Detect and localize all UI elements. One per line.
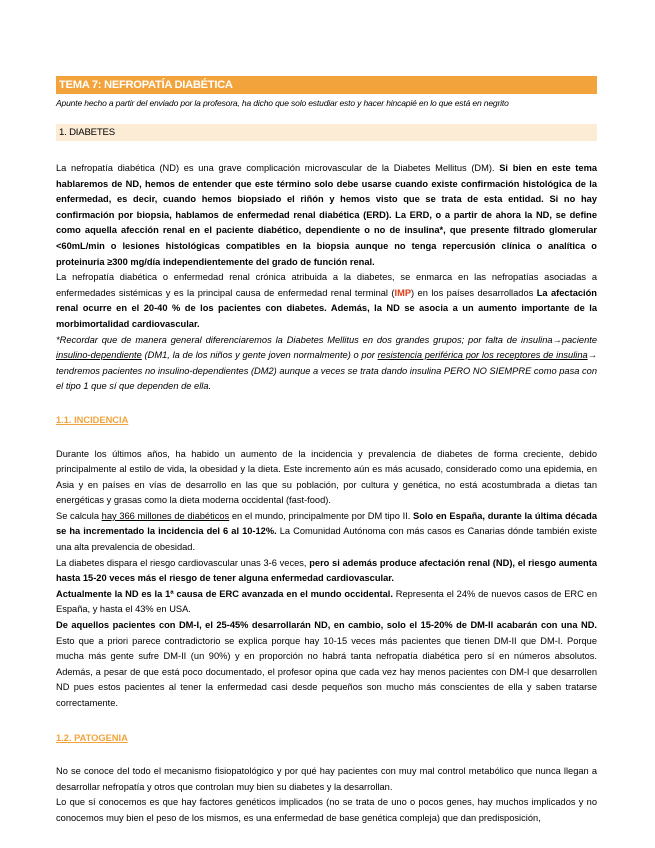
- paragraph-cv-risk: [56, 556, 597, 587]
- text-span: Esto que a priori parece contradictorio se explica porque hay 10-15 veces más pacientes que tienen DM-II que DM-I. Porque mucha más gente sufre DM-II (un 90%) y en proporción no habrá tanta nefropatía diabética pero sí en números absolutos. Además, a pesar de que está poco documentado, el profesor opina que cada vez hay menos pacientes con DM-I que desarrollen ND pues estos pacientes al tener la enfermedad casi desde pequeños son mucho más conscientes de ella y saben tratarse correctamente.: [56, 635, 597, 708]
- text-span: Representa el 24% de nuevos casos de ERC en España, y hasta el 43% en USA.: [56, 588, 597, 615]
- paragraph-erc-cause: [56, 587, 597, 618]
- text-span: La nefropatía diabética (ND) es una grave complicación microvascular de la Diabetes Mellitus (DM).: [56, 163, 500, 173]
- text-span: ) en los países desarrollados: [411, 287, 537, 298]
- bold-text: Si bien en este tema hablaremos de ND, hemos de entender que este término solo debe usarse cuando existe confirmación histológica de la enfermedad, es decir, cuando hemos biopsiado el riñón y hemos visto que se trata de esta entidad. Si no hay confirmación por biopsia, hablamos de enfermedad renal diabética (ERD). La ERD, o a partir de ahora la ND, se define como aquella afección renal en el paciente diabético, dependiente o no de insulina*, que presente filtrado glomerular <60mL/min o lesiones histológicas compatibles en la biopsia aunque no tenga repercusión clínica o analítica o proteinuria ≥300 mg/día independientemente del grado de función renal.: [56, 163, 598, 267]
- paragraph-pathogenesis-unknown: No se conoce del todo el mecanismo fisiopatológico y por qué hay pacientes con muy mal control metabólico que nunca llegan a desarrollar nefropatía y otros que controlan muy bien su diabetes y la desarrollan.: [56, 766, 597, 792]
- text-span: *Recordar que de manera general diferenciaremos la Diabetes Mellitus en dos grandes grupos; por falta de insulina→paciente: [56, 334, 597, 345]
- bold-text: pero si además produce afectación renal (ND), el riesgo aumenta hasta 15-20 veces más el riesgo de tener alguna enfermedad cardiovascular.: [56, 557, 597, 584]
- bold-text: De aquellos pacientes con DM-I, el 25-45% desarrollarán ND, en cambio, solo el 15-20% de DM-II acabarán con una ND.: [56, 620, 597, 631]
- text-span: en el mundo, principalmente por DM tipo II.: [229, 510, 414, 521]
- text-span: → tendremos pacientes no insulino-dependientes (DM2) aunque a veces se trata dando insulina PERO NO SIEMPRE como pasa con el tipo 1 que sí que dependen de ella.: [56, 350, 597, 392]
- underlined-text: hay 366 millones de diabéticos: [101, 510, 230, 521]
- text-span: (DM1, la de los niños y gente joven normalmente) o por: [141, 350, 378, 361]
- text-span: Se calcula: [56, 510, 102, 521]
- paragraph-dm-types: [56, 618, 597, 712]
- text-span: La Comunidad Autónoma con más casos es Canarias dónde también existe una alta prevalencia de obesidad.: [56, 526, 597, 553]
- paragraph-nd-context: [56, 270, 597, 332]
- document-title: TEMA 7: NEFROPATÍA DIABÉTICA: [56, 76, 597, 94]
- section-heading-diabetes: 1. DIABETES: [56, 124, 597, 141]
- section-heading-incidencia: 1.1. INCIDENCIA: [56, 414, 129, 425]
- bold-text: Solo en España, durante la última década se ha incrementado la incidencia del 6 al 10-12%.: [56, 510, 598, 537]
- paragraph-dm-note: [56, 333, 597, 395]
- underlined-text: insulino-dependiente: [56, 350, 142, 361]
- bold-text: Actualmente la ND es la 1ª causa de ERC avanzada en el mundo occidental.: [56, 588, 393, 599]
- paragraph-incidence-figures: [56, 509, 597, 556]
- paragraph-genetic-factors: Lo que sí conocemos es que hay factores genéticos implicados (no se trata de uno o pocos genes, hay muchos implicados y no conocemos muy bien el peso de los mismos, es una enfermedad de base genética compleja) que dan predisposición,: [56, 797, 597, 823]
- page-content: [56, 76, 597, 827]
- paragraph-nd-definition: [56, 161, 597, 270]
- text-span: La diabetes dispara el riesgo cardiovascular unas 3-6 veces,: [56, 557, 310, 568]
- text-span: La nefropatía diabética o enfermedad renal crónica atribuida a la diabetes, se enmarca en las nefropatías asociadas a enfermedades sistémicas y es la principal causa de enfermedad renal terminal (: [56, 272, 597, 298]
- underlined-text: resistencia periférica por los receptores de insulina: [377, 350, 588, 361]
- section-heading-patogenia: 1.2. PATOGENIA: [56, 732, 128, 743]
- document-subtitle: Apunte hecho a partir del enviado por la profesora, ha dicho que solo estudiar esto y hacer hincapié en lo que está en negrito: [56, 98, 509, 108]
- bold-text: La afectación renal ocurre en el 20-40 % de los pacientes con diabetes. Además, la ND se asocia a un aumento importante de la morbimortalidad cardiovascular.: [56, 287, 597, 329]
- imp-marker: IMP: [394, 287, 412, 298]
- paragraph-incidence-trend: Durante los últimos años, ha habido un aumento de la incidencia y prevalencia de diabetes de forma creciente, debido principalmente al estilo de vida, la obesidad y la dieta. Este incremento aún es más acusado, considerado como una epidemia, en Asia y en países en vías de desarrollo en las que su población, por cultura y genética, no está acostumbrada a dietas tan energéticas y grasas como la dieta moderna occidental (fast-food).: [56, 448, 597, 506]
